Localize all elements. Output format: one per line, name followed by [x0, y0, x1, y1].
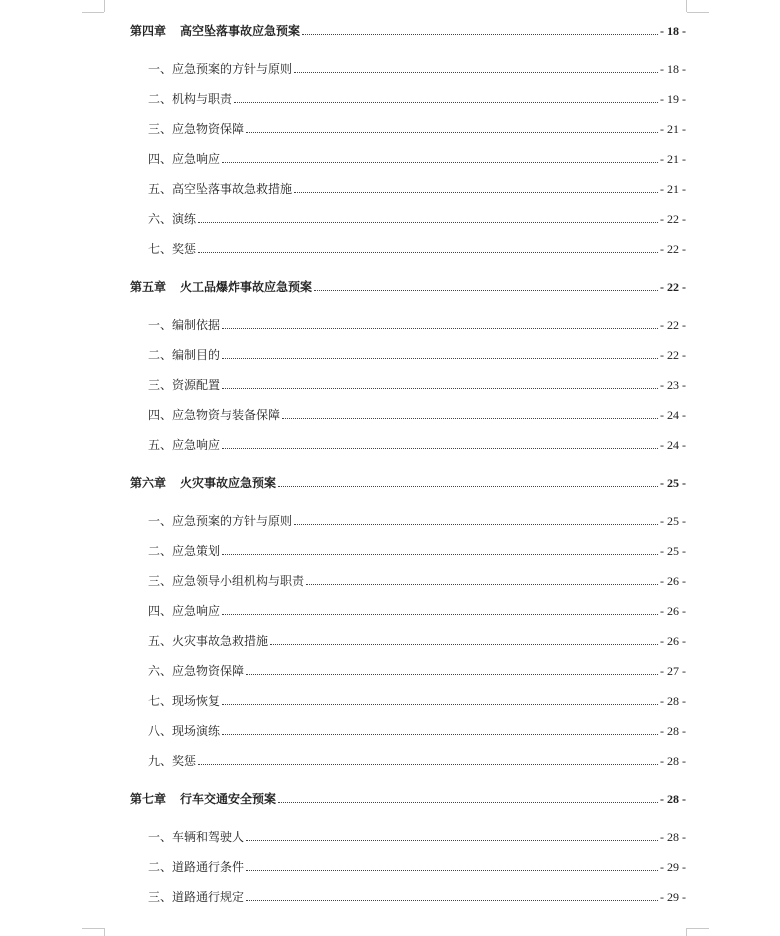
dot-leader — [246, 132, 658, 133]
entry-title: 四、应急响应 — [148, 604, 221, 618]
toc-entry[interactable] — [148, 628, 686, 648]
chapter-title: 火灾事故应急预案 — [180, 476, 277, 490]
dot-leader — [246, 840, 658, 841]
dot-leader — [270, 644, 658, 645]
toc-entry[interactable] — [148, 372, 686, 392]
toc-chapter-6[interactable] — [130, 470, 686, 490]
entry-title: 二、机构与职责 — [148, 92, 233, 106]
toc-chapter-5[interactable] — [130, 274, 686, 294]
page-number: - 19 - — [660, 92, 686, 106]
entry-title: 五、高空坠落事故急救措施 — [148, 182, 293, 196]
toc-entry[interactable] — [148, 402, 686, 422]
toc-entry[interactable] — [148, 598, 686, 618]
dot-leader — [198, 222, 658, 223]
toc-entry[interactable] — [148, 312, 686, 332]
page-number: - 28 - — [660, 830, 686, 844]
entry-title: 二、编制目的 — [148, 348, 221, 362]
page-number: - 28 - — [660, 754, 686, 768]
toc-entry[interactable] — [148, 718, 686, 738]
entry-title: 五、应急响应 — [148, 438, 221, 452]
entry-title: 四、应急响应 — [148, 152, 221, 166]
chapter-number: 第四章 — [130, 24, 167, 38]
toc-entry[interactable] — [148, 884, 686, 904]
page-number: - 29 - — [660, 890, 686, 904]
dot-leader — [282, 418, 658, 419]
entry-title: 六、应急物资保障 — [148, 664, 245, 678]
entry-title: 七、奖惩 — [148, 242, 197, 256]
page-number: - 28 - — [660, 694, 686, 708]
entry-title: 一、车辆和驾驶人 — [148, 830, 245, 844]
toc-entry[interactable] — [148, 146, 686, 166]
entry-title: 二、应急策划 — [148, 544, 221, 558]
page-number: - 25 - — [660, 544, 686, 558]
toc-entry[interactable] — [148, 236, 686, 256]
dot-leader — [222, 614, 658, 615]
toc-entry[interactable] — [148, 176, 686, 196]
dot-leader — [294, 72, 658, 73]
toc-entry[interactable] — [148, 86, 686, 106]
dot-leader — [294, 192, 658, 193]
page-number: - 23 - — [660, 378, 686, 392]
chapter-title: 行车交通安全预案 — [180, 792, 277, 806]
page-number: - 26 - — [660, 634, 686, 648]
dot-leader — [222, 448, 658, 449]
page-number: - 25 - — [660, 476, 686, 490]
chapter-number: 第五章 — [130, 280, 167, 294]
entry-title: 四、应急物资与装备保障 — [148, 408, 281, 422]
toc-entry[interactable] — [148, 508, 686, 528]
toc-entry[interactable] — [148, 538, 686, 558]
dot-leader — [246, 870, 658, 871]
dot-leader — [222, 328, 658, 329]
toc-entry[interactable] — [148, 56, 686, 76]
page-number: - 22 - — [660, 280, 686, 294]
page-number: - 24 - — [660, 408, 686, 422]
dot-leader — [306, 584, 658, 585]
entry-title: 二、道路通行条件 — [148, 860, 245, 874]
dot-leader — [278, 802, 658, 803]
page-number: - 28 - — [660, 724, 686, 738]
page-number: - 22 - — [660, 212, 686, 226]
toc-entry[interactable] — [148, 206, 686, 226]
page-number: - 27 - — [660, 664, 686, 678]
toc-entry[interactable] — [148, 658, 686, 678]
toc-chapter-4[interactable] — [130, 18, 686, 38]
entry-title: 七、现场恢复 — [148, 694, 221, 708]
entry-title: 一、应急预案的方针与原则 — [148, 62, 293, 76]
toc-entry[interactable] — [148, 748, 686, 768]
entry-title: 一、编制依据 — [148, 318, 221, 332]
dot-leader — [294, 524, 658, 525]
page-number: - 28 - — [660, 792, 686, 806]
dot-leader — [198, 764, 658, 765]
chapter-title: 高空坠落事故应急预案 — [180, 24, 301, 38]
chapter-number: 第六章 — [130, 476, 167, 490]
dot-leader — [222, 704, 658, 705]
entry-title: 六、演练 — [148, 212, 197, 226]
dot-leader — [198, 252, 658, 253]
page-number: - 22 - — [660, 348, 686, 362]
chapter-title: 火工品爆炸事故应急预案 — [180, 280, 313, 294]
toc-entry[interactable] — [148, 342, 686, 362]
page-number: - 25 - — [660, 514, 686, 528]
dot-leader — [222, 734, 658, 735]
toc-entry[interactable] — [148, 824, 686, 844]
page-number: - 24 - — [660, 438, 686, 452]
dot-leader — [302, 34, 658, 35]
page-number: - 18 - — [660, 24, 686, 38]
page-number: - 26 - — [660, 604, 686, 618]
toc-entry[interactable] — [148, 688, 686, 708]
entry-title: 三、道路通行规定 — [148, 890, 245, 904]
dot-leader — [222, 554, 658, 555]
page-number: - 26 - — [660, 574, 686, 588]
page-number: - 29 - — [660, 860, 686, 874]
entry-title: 三、应急领导小组机构与职责 — [148, 574, 305, 588]
toc-entry[interactable] — [148, 854, 686, 874]
entry-title: 八、现场演练 — [148, 724, 221, 738]
dot-leader — [222, 162, 658, 163]
page-number: - 21 - — [660, 122, 686, 136]
toc-entry[interactable] — [148, 432, 686, 452]
page-number: - 18 - — [660, 62, 686, 76]
toc-entry[interactable] — [148, 568, 686, 588]
entry-title: 五、火灾事故急救措施 — [148, 634, 269, 648]
dot-leader — [234, 102, 658, 103]
dot-leader — [246, 674, 658, 675]
dot-leader — [246, 900, 658, 901]
page-number: - 22 - — [660, 318, 686, 332]
page-number: - 21 - — [660, 152, 686, 166]
toc-entry[interactable] — [148, 116, 686, 136]
page-number: - 22 - — [660, 242, 686, 256]
toc-chapter-7[interactable] — [130, 786, 686, 806]
entry-title: 三、资源配置 — [148, 378, 221, 392]
dot-leader — [278, 486, 658, 487]
page-number: - 21 - — [660, 182, 686, 196]
dot-leader — [314, 290, 658, 291]
dot-leader — [222, 388, 658, 389]
chapter-number: 第七章 — [130, 792, 167, 806]
dot-leader — [222, 358, 658, 359]
entry-title: 九、奖惩 — [148, 754, 197, 768]
entry-title: 一、应急预案的方针与原则 — [148, 514, 293, 528]
entry-title: 三、应急物资保障 — [148, 122, 245, 136]
